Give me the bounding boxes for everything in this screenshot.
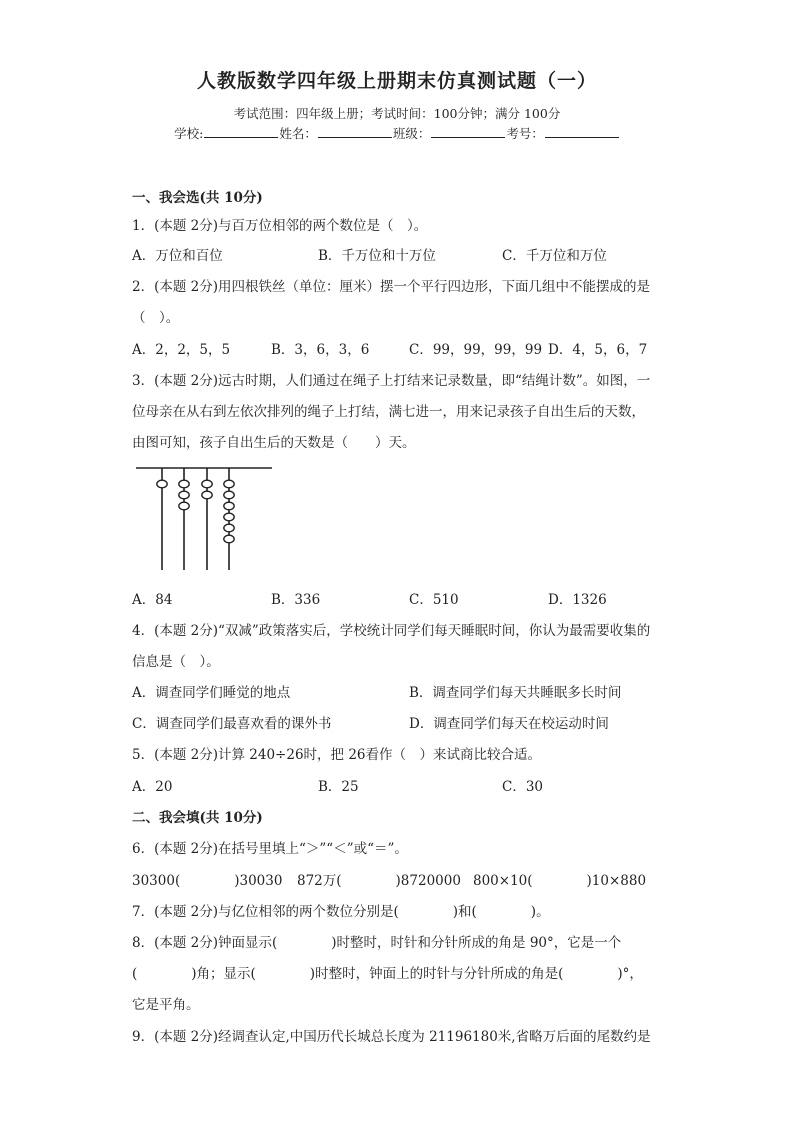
school-label: 学校:	[174, 126, 204, 141]
q8-stem-line3: 它是平角。	[132, 997, 200, 1013]
q1-stem: 1．(本题 2分)与百万位相邻的两个数位是（ ）。	[132, 218, 428, 234]
q3-stem-line2: 位母亲在从右到左依次排列的绳子上打结，满七进一，用来记录孩子自出生后的天数，	[132, 404, 645, 420]
number-blank[interactable]	[545, 125, 619, 138]
knot	[224, 513, 234, 521]
q3-stem-line3: 由图可知，孩子自出生后的天数是（ ）天。	[132, 435, 416, 451]
q4-stem-line1: 4．(本题 2分)“双减”政策落实后，学校统计同学们每天睡眠时间，你认为最需要收集的	[132, 623, 651, 639]
q2-option-a[interactable]: A．2，2，5，5	[132, 342, 231, 358]
knot	[179, 480, 189, 488]
q8-stem-line2: ( )角；显示( )时整时，钟面上的时针与分针所成的角是( )°，	[132, 966, 643, 982]
section-2-heading: 二、我会填(共 10分)	[132, 810, 263, 826]
class-label: 班级：	[392, 126, 431, 141]
q6-item-3[interactable]: 800×10( )10×880	[473, 873, 647, 889]
knot	[202, 491, 212, 499]
knot	[179, 491, 189, 499]
section-1-heading: 一、我会选(共 10分)	[132, 190, 263, 206]
q5-stem: 5．(本题 2分)计算 240÷26时，把 26看作（ ）来试商比较合适。	[132, 747, 542, 763]
q1-option-c[interactable]: C．千万位和万位	[502, 248, 607, 264]
class-blank[interactable]	[431, 125, 505, 138]
knot	[224, 491, 234, 499]
knot	[224, 502, 234, 510]
q5-option-c[interactable]: C．30	[502, 779, 544, 795]
number-label: 考号：	[506, 126, 544, 141]
knot	[224, 480, 234, 488]
q5-option-a[interactable]: A．20	[132, 779, 173, 795]
q4-stem-line2: 信息是（ ）。	[132, 654, 220, 670]
q6-stem: 6．(本题 2分)在括号里填上“＞”“＜”或“＝”。	[132, 841, 408, 857]
exam-title: 人教版数学四年级上册期末仿真测试题（一）	[196, 70, 597, 92]
q2-option-c[interactable]: C．99，99，99，99	[409, 342, 543, 358]
q5-option-b[interactable]: B．25	[318, 779, 359, 795]
knot	[224, 524, 234, 532]
q3-stem-line1: 3．(本题 2分)远古时期，人们通过在绳子上打结来记录数量，即“结绳计数”。如图，一	[132, 373, 651, 389]
q3-option-c[interactable]: C．510	[409, 592, 459, 608]
knot	[179, 502, 189, 510]
q2-option-b[interactable]: B．3，6，3，6	[271, 342, 370, 358]
q6-item-1[interactable]: 30300( )30030	[132, 873, 283, 889]
q6-item-2[interactable]: 872万( )8720000	[297, 873, 461, 889]
name-blank[interactable]	[318, 125, 392, 138]
q2-stem-line2: （ ）。	[132, 310, 180, 326]
q3-option-a[interactable]: A．84	[132, 592, 173, 608]
student-info-row	[0, 124, 794, 142]
ropes	[157, 468, 234, 570]
q4-option-b[interactable]: B．调查同学们每天共睡眠多长时间	[409, 685, 622, 701]
q7-stem: 7．(本题 2分)与亿位相邻的两个数位分别是( )和( )。	[132, 904, 550, 920]
q4-option-a[interactable]: A．调查同学们睡觉的地点	[132, 685, 291, 701]
q4-option-c[interactable]: C．调查同学们最喜欢看的课外书	[132, 716, 332, 732]
q4-option-d[interactable]: D．调查同学们每天在校运动时间	[409, 716, 609, 732]
knot	[224, 535, 234, 543]
q1-option-b[interactable]: B．千万位和十万位	[318, 248, 436, 264]
exam-info: 考试范围：四年级上册；考试时间：100分钟；满分 100分	[233, 106, 561, 121]
q3-option-d[interactable]: D．1326	[548, 592, 607, 608]
school-blank[interactable]	[204, 125, 278, 138]
q1-option-a[interactable]: A．万位和百位	[132, 248, 223, 264]
name-label: 姓名：	[279, 126, 317, 141]
q8-stem-line1: 8．(本题 2分)钟面显示( )时整时，时针和分针所成的角是 90°，它是一个	[132, 935, 622, 951]
q3-option-b[interactable]: B．336	[271, 592, 321, 608]
q9-stem: 9．(本题 2分)经调查认定,中国历代长城总长度为 21196180米,省略万后面的尾数约是	[132, 1029, 651, 1045]
knot	[202, 480, 212, 488]
knot-rope-figure	[132, 462, 282, 574]
q2-stem-line1: 2．(本题 2分)用四根铁丝（单位：厘米）摆一个平行四边形，下面几组中不能摆成的是	[132, 279, 651, 295]
q2-option-d[interactable]: D．4，5，6，7	[548, 342, 648, 358]
knot	[157, 480, 167, 488]
